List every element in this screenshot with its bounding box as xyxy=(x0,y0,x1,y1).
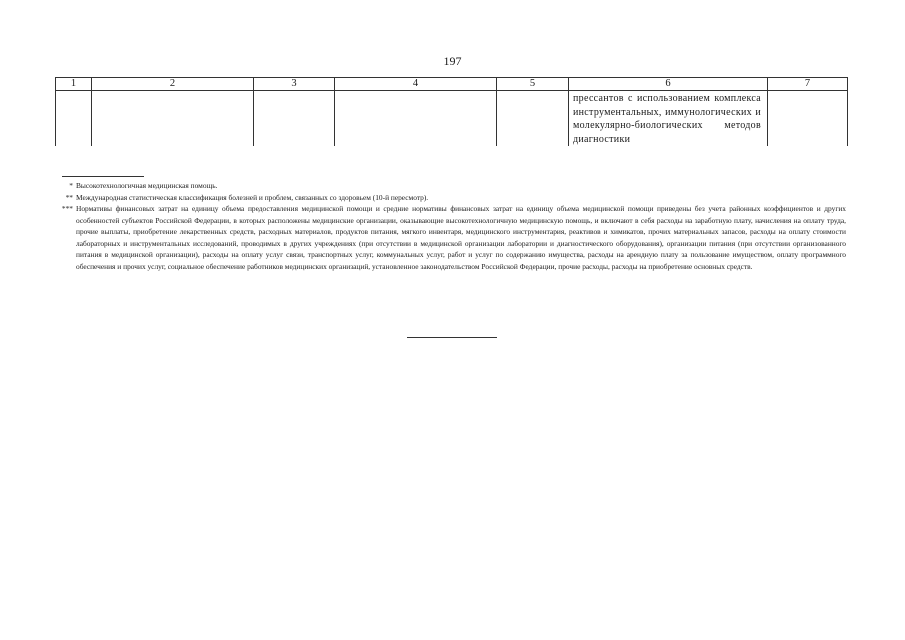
table-cell-5 xyxy=(497,91,569,147)
footnote-mark: * xyxy=(69,181,73,190)
table-cell-7 xyxy=(768,91,848,147)
diagnostic-methods-text: прессантов с использованием комплекса инструментальных, иммунологических и молекулярно-биологических методов диагностики xyxy=(573,93,761,145)
footnote-text: Международная статистическая классификация болезней и проблем, связанных со здоровьем (10-й пересмотр). xyxy=(76,192,429,202)
footnote-item xyxy=(58,192,846,204)
end-of-section-rule xyxy=(407,337,497,338)
page-number: 197 xyxy=(443,54,462,68)
column-header-1: 1 xyxy=(56,78,92,91)
column-header-3: 3 xyxy=(254,78,335,91)
column-header-2: 2 xyxy=(92,78,254,91)
column-header-4: 4 xyxy=(335,78,497,91)
footnote-mark: *** xyxy=(61,204,73,213)
data-table xyxy=(55,77,848,146)
table-row xyxy=(56,91,848,147)
column-header-5: 5 xyxy=(497,78,569,91)
footnote-text: Нормативы финансовых затрат на единицу объема предоставления медицинской помощи и средние нормативы финансовых затрат на единицу объема медицинской помощи приведены без учета районных коэффициентов и других особенностей субъектов Российской Федерации, в которых расположены медицинские организации, оказывающие высокотехнологичную медицинскую помощь, и включают в себя расходы на заработную плату, начисления на оплату труда, прочие выплаты, приобретение лекарственных средств, расходных материалов, продуктов питания, мягкого инвентаря, медицинского инструментария, реактивов и химикатов, прочих материальных запасов, расходы на оплату стоимости лабораторных и инструментальных исследований, проводимых в других учреждениях (при отсутствии в медицинской организации лаборатории и диагностического оборудования), организации питания (при отсутствии организованного питания в медицинской организации), расходы на оплату услуг связи, транспортных услуг, коммунальных услуг, работ и услуг по содержанию имущества, расходы на арендную плату за пользование имуществом, оплату программного обеспечения и прочих услуг, социальное обеспечение работников медицинских организаций, установленное законодательством Российской Федерации, прочие расходы, расходы на приобретение основных средств. xyxy=(76,204,846,271)
column-number-row xyxy=(56,78,848,91)
column-header-6: 6 xyxy=(569,78,768,91)
footnote-mark: ** xyxy=(65,192,73,202)
table-cell-1 xyxy=(56,91,92,147)
footnote-text: Высокотехнологичная медицинская помощь. xyxy=(76,181,218,190)
footnote-separator xyxy=(62,176,144,177)
table-cell-4 xyxy=(335,91,497,147)
table-cell-6 xyxy=(569,91,768,147)
column-header-7: 7 xyxy=(768,78,848,91)
footnote-item xyxy=(58,180,846,192)
table-cell-3 xyxy=(254,91,335,147)
footnote-item xyxy=(58,203,846,272)
footnotes xyxy=(58,180,846,272)
table-cell-2 xyxy=(92,91,254,147)
